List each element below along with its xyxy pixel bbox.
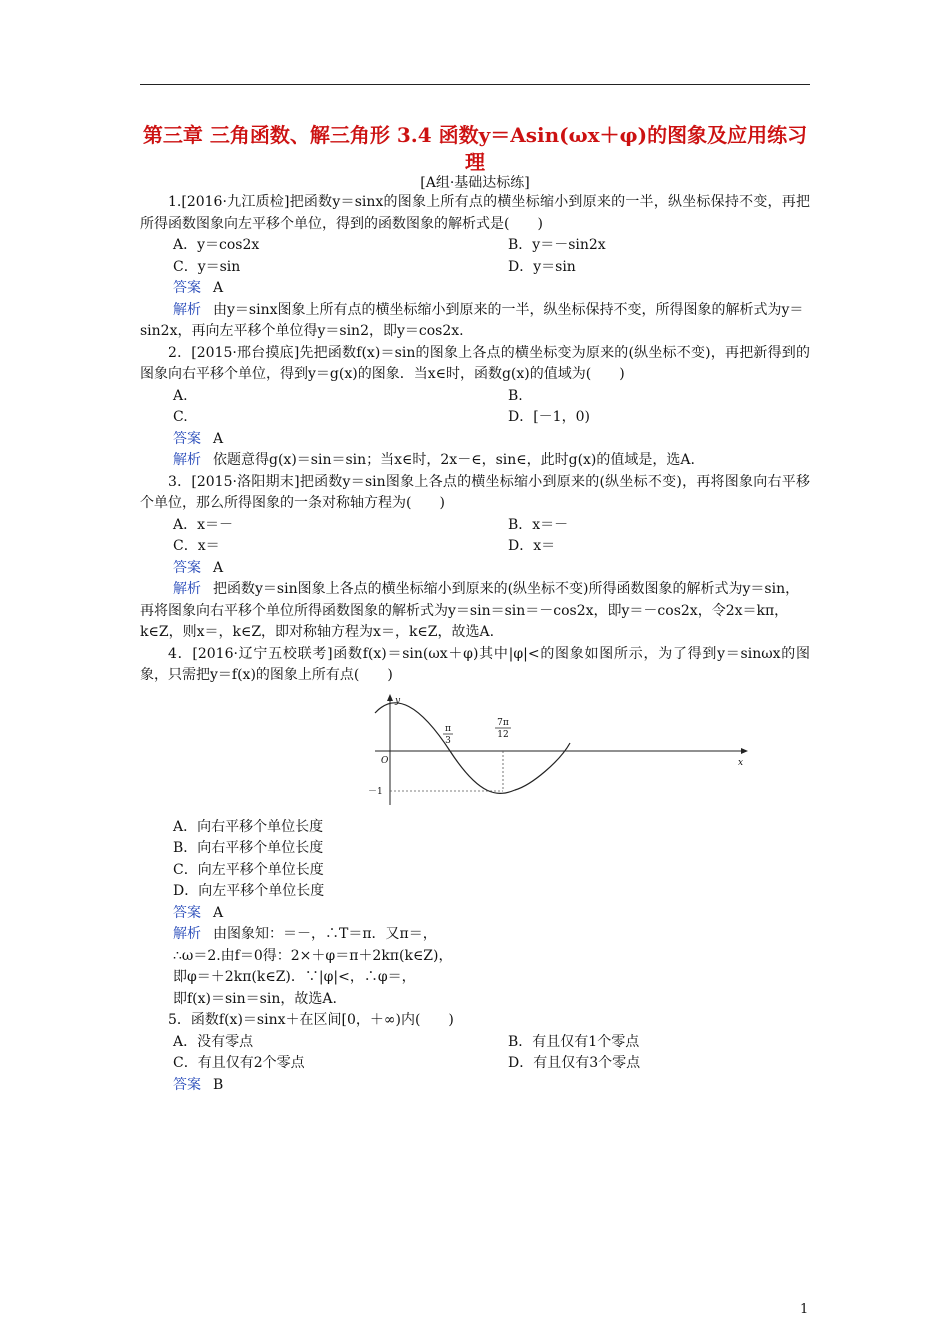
question-2-options-ab	[140, 386, 810, 408]
question-3-stem: 3．[2015·洛阳期末]把函数y＝sin图象上各点的横坐标缩小到原来的(纵坐标不变)，再将图象向右平移个单位，那么所得图象的一条对称轴方程为( )	[140, 473, 810, 511]
question-4-explanation-line-3: 即φ＝＋2kπ(k∈Z)．∵|φ|<，∴φ＝，	[173, 969, 416, 985]
question-1-option-b: B．y＝－sin2x	[508, 237, 606, 253]
question-5-options-cd	[140, 1053, 810, 1075]
question-4-answer	[140, 903, 810, 925]
question-2-option-c: C.	[173, 409, 188, 425]
question-3-option-c: C．x＝	[173, 538, 220, 554]
seven-pi-over-12-numerator: 7π	[497, 717, 509, 728]
question-3-explanation	[140, 579, 810, 644]
question-5-option-c: C．有且仅有2个零点	[173, 1055, 305, 1071]
question-2-answer	[140, 429, 810, 451]
explanation-text: 由y＝sinx图象上所有点的横坐标缩小到原来的一半，纵坐标保持不变，所得图象的解析式为y＝sin2x，再向左平移个单位得y＝sin2，即y＝cos2x.	[140, 301, 804, 339]
answer-value: A	[213, 904, 224, 921]
question-1-options-ab	[140, 235, 810, 257]
answer-label: 答案	[173, 559, 201, 576]
question-4-figure	[140, 687, 810, 817]
question-3-option-b: B．x＝－	[508, 516, 569, 533]
question-1-stem: 1.[2016·九江质检]把函数y＝sinx的图象上所有点的横坐标缩小到原来的一半，纵坐标保持不变，再把所得函数图象向左平移个单位，得到的函数图象的解析式是( )	[140, 194, 810, 232]
explanation-label: 解析	[173, 926, 201, 942]
explanation-label: 解析	[173, 581, 201, 597]
question-3-options-ab	[140, 515, 810, 537]
explanation-label: 解析	[173, 452, 201, 468]
question-2-explanation	[140, 450, 810, 472]
header-rule	[140, 84, 810, 85]
question-2-option-b: B.	[508, 387, 523, 404]
question-3-options-cd	[140, 536, 810, 558]
question-1-option-a: A．y＝cos2x	[173, 237, 260, 253]
section-heading: [A组·基础达标练]	[420, 175, 530, 191]
question-5-options-ab	[140, 1032, 810, 1054]
answer-label: 答案	[173, 280, 201, 296]
answer-label: 答案	[173, 1076, 201, 1093]
x-axis-label: x	[738, 757, 744, 768]
answer-value: B	[213, 1076, 224, 1093]
page-number: 1	[800, 1302, 809, 1317]
question-1-explanation	[140, 300, 810, 343]
question-4-option-d: D．向左平移个单位长度	[173, 883, 325, 899]
question-4-option-b: B．向右平移个单位长度	[173, 840, 324, 856]
y-axis-label: y	[395, 695, 401, 706]
question-3-answer	[140, 558, 810, 580]
seven-pi-over-12-denominator: 12	[497, 729, 509, 740]
answer-label: 答案	[173, 430, 201, 447]
question-1-options-cd	[140, 257, 810, 279]
question-5-option-a: A．没有零点	[173, 1033, 254, 1050]
question-2-options-cd	[140, 407, 810, 429]
question-4-option-a: A．向右平移个单位长度	[173, 818, 324, 835]
explanation-label: 解析	[173, 301, 201, 318]
question-4-explanation	[140, 924, 810, 946]
sine-graph	[360, 691, 760, 809]
sine-curve	[375, 702, 570, 793]
question-4-explanation-line-2: ∴ω＝2.由f＝0得：2×＋φ＝π＋2kπ(k∈Z)，	[173, 947, 453, 964]
question-5-option-d: D．有且仅有3个零点	[508, 1055, 641, 1071]
y-axis-arrow	[387, 694, 393, 701]
pi-over-3-denominator: 3	[445, 735, 451, 746]
question-1-option-c: C．y＝sin	[173, 258, 241, 275]
pi-over-3-numerator: π	[445, 723, 451, 734]
x-axis-arrow	[741, 748, 748, 754]
answer-value: A	[213, 280, 224, 296]
explanation-text: 依题意得g(x)＝sin＝sin；当x∈时，2x－∈，sin∈，此时g(x)的值域是，选A.	[213, 452, 695, 468]
question-5-option-b: B．有且仅有1个零点	[508, 1033, 640, 1050]
question-2-stem: 2．[2015·邢台摸底]先把函数f(x)＝sin的图象上各点的横坐标变为原来的(纵坐标不变)，再把新得到的图象向右平移个单位，得到y＝g(x)的图象．当x∈时，函数g(x)的值域为( )	[140, 344, 810, 382]
answer-label: 答案	[173, 904, 201, 921]
document-body	[140, 192, 810, 1096]
question-1-option-d: D．y＝sin	[508, 258, 576, 275]
answer-value: A	[213, 430, 224, 447]
question-4-stem: 4．[2016·辽宁五校联考]函数f(x)＝sin(ωx＋φ)其中|φ|<的图象如图所示，为了得到y＝sinωx的图象，只需把y＝f(x)的图象上所有点( )	[140, 645, 810, 683]
origin-label: O	[381, 755, 389, 766]
question-2-option-d: D．[－1，0)	[508, 409, 590, 425]
question-2-option-a: A.	[173, 387, 188, 404]
question-4-explanation-line-4: 即f(x)＝sin＝sin，故选A.	[173, 990, 337, 1007]
page-title: 第三章 三角函数、解三角形 3.4 函数y＝Asin(ωx＋φ)的图象及应用练习 理	[142, 123, 808, 174]
question-5-answer	[140, 1075, 810, 1097]
question-1-answer	[140, 278, 810, 300]
question-5-stem: 5．函数f(x)＝sinx＋在区间[0，＋∞)内( )	[168, 1012, 454, 1028]
question-3-option-d: D．x＝	[508, 538, 556, 554]
explanation-line-1: 由图象知：＝－，∴T＝π．又π＝，	[213, 926, 437, 942]
explanation-text: 把函数y＝sin图象上各点的横坐标缩小到原来的(纵坐标不变)所得函数图象的解析式为y＝sin，再将图象向右平移个单位所得函数图象的解析式为y＝sin＝sin＝－cos2x，即y＝－cos2x，令2x＝kπ，k∈Z，则x＝，k∈Z，即对称轴方程为x＝，k∈Z，故选A.	[140, 581, 800, 640]
answer-value: A	[213, 559, 224, 576]
question-3-option-a: A．x＝－	[173, 516, 234, 533]
question-4-option-c: C．向左平移个单位长度	[173, 861, 324, 878]
minus-one-label: －1	[368, 786, 383, 797]
